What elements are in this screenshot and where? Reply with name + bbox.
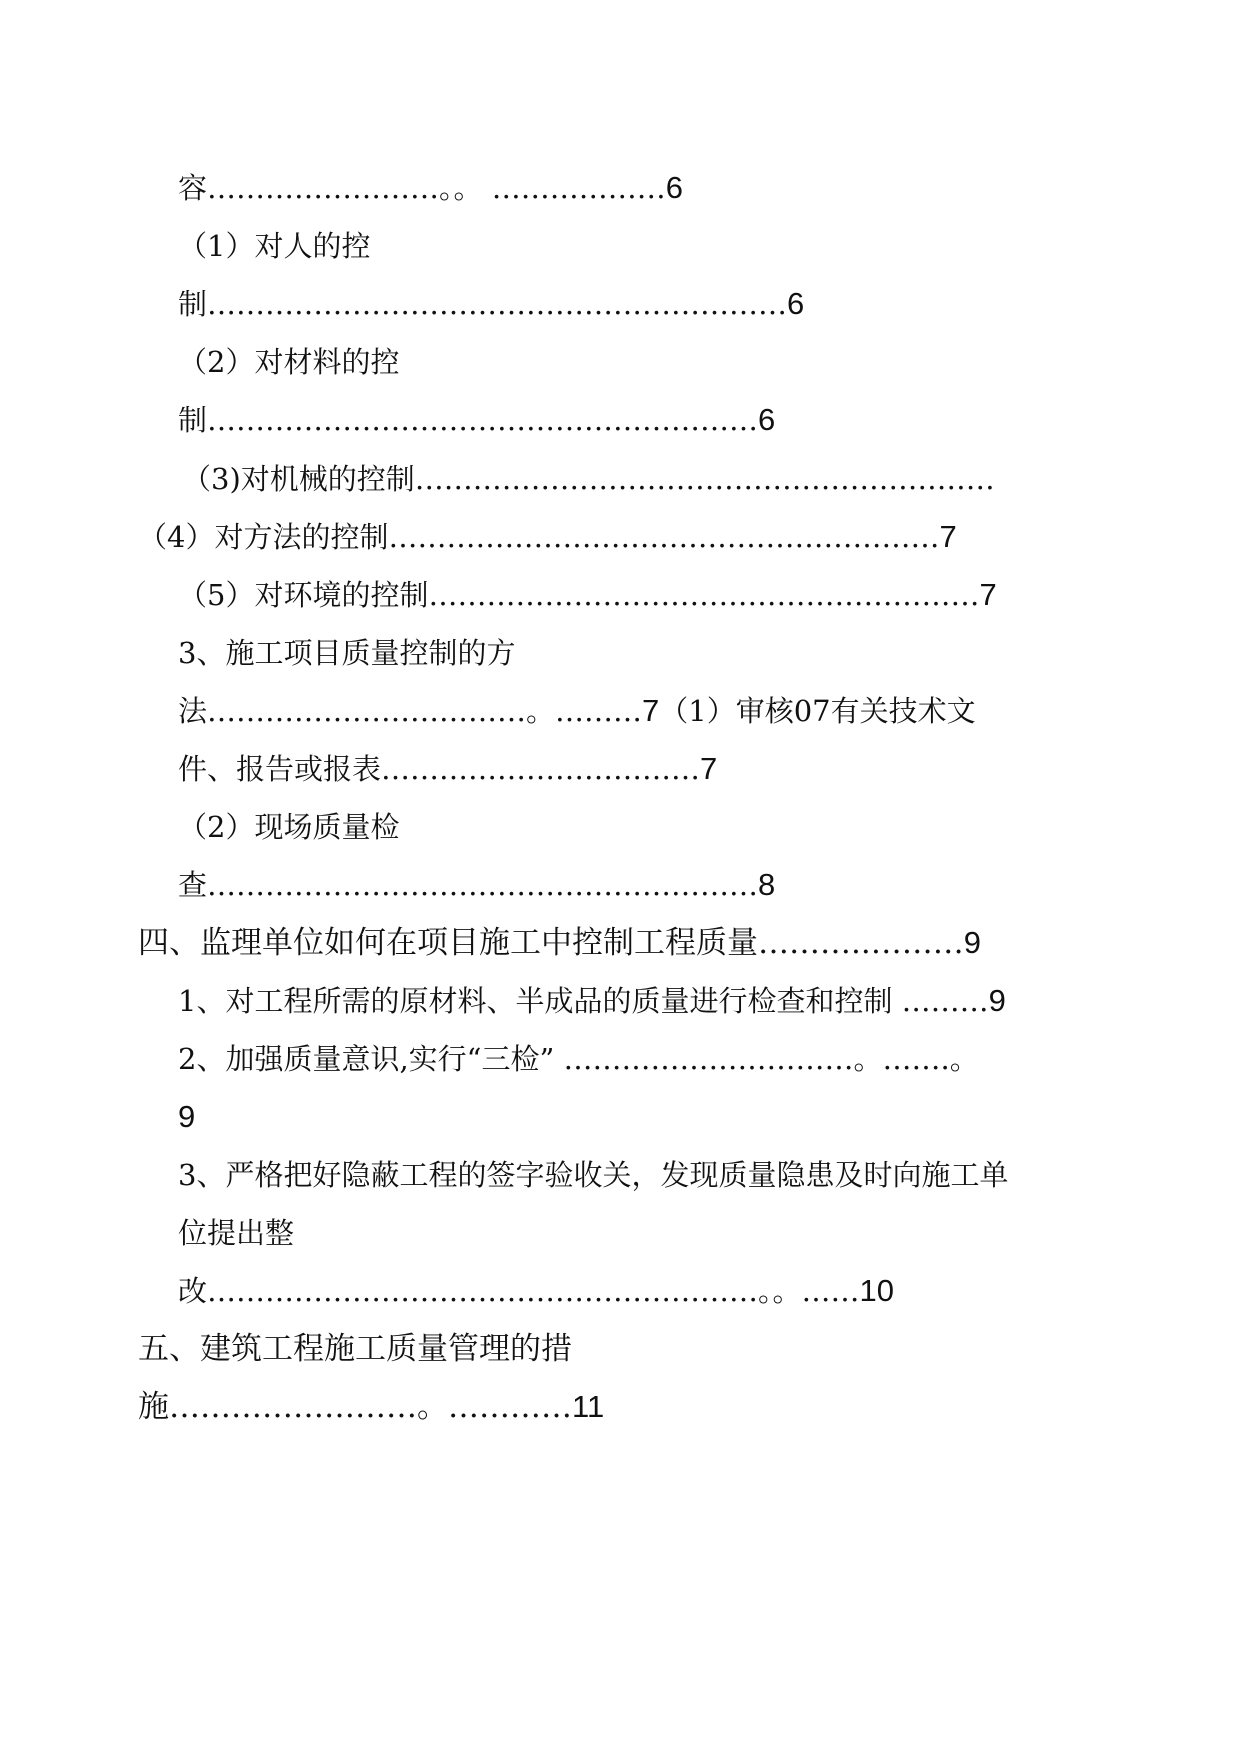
toc-text: （2）现场质量检	[178, 810, 400, 844]
toc-page-number: 7	[700, 751, 718, 786]
toc-page-number: 10	[859, 1273, 894, 1308]
toc-text: （4）对方法的控制…………………………………………………	[138, 520, 940, 554]
toc-text: 容……………………。。 ………………	[178, 171, 666, 205]
toc-text: 3、严格把好隐蔽工程的签字验收关，发现质量隐患及时向施工单	[178, 1158, 1009, 1192]
toc-page-number: 7	[642, 693, 660, 728]
toc-line	[178, 691, 976, 731]
toc-text: 制…………………………………………………	[178, 403, 759, 437]
toc-page-number: 6	[758, 402, 776, 437]
toc-text: （1）对人的控	[178, 229, 371, 263]
toc-page-number: 7	[979, 577, 997, 612]
toc-page-number: 7	[939, 519, 957, 554]
toc-section-line	[138, 1329, 572, 1369]
toc-text: （5）对环境的控制…………………………………………………	[178, 578, 980, 612]
toc-text: 四、监理单位如何在项目施工中控制工程质量………..………	[138, 925, 964, 961]
toc-line	[182, 459, 995, 499]
toc-text: （1）审核07有关技术文	[659, 694, 976, 728]
toc-line	[178, 575, 997, 615]
toc-line	[138, 517, 957, 557]
toc-line	[178, 1155, 1008, 1195]
toc-page-number: 9	[178, 1099, 196, 1134]
toc-text: 查…………………………………………………	[178, 868, 759, 902]
toc-page-number: 11	[572, 1389, 605, 1424]
toc-line	[178, 807, 399, 847]
toc-text: （3)对机械的控制……………………………………………………	[182, 462, 995, 496]
toc-line	[178, 1271, 894, 1311]
toc-page-number: 9	[963, 925, 981, 960]
toc-page-number: 8	[758, 867, 776, 902]
toc-line	[178, 981, 1006, 1021]
toc-line	[178, 226, 370, 266]
toc-line	[178, 1097, 195, 1137]
toc-line	[178, 400, 775, 440]
toc-text: 施……………………。…………	[138, 1389, 572, 1425]
toc-line	[178, 865, 775, 905]
toc-text: 位提出整	[178, 1216, 295, 1250]
toc-line	[178, 749, 717, 789]
toc-line	[178, 284, 804, 324]
toc-section-line	[138, 1387, 604, 1427]
toc-section-line	[138, 923, 981, 963]
toc-line	[178, 1213, 294, 1253]
toc-text: 3、施工项目质量控制的方	[178, 636, 516, 670]
toc-line	[178, 342, 399, 382]
toc-text: （2）对材料的控	[178, 345, 400, 379]
toc-line	[178, 633, 515, 673]
toc-text: 件、报告或报表……………………………	[178, 752, 701, 786]
toc-text: 制……………………………………………………	[178, 287, 788, 321]
toc-page-number: 9	[988, 983, 1006, 1018]
toc-text: 1、对工程所需的原材料、半成品的质量进行检查和控制 ………	[178, 984, 989, 1018]
toc-line	[178, 1039, 979, 1079]
toc-text: 改…………………………………………………。。……	[178, 1274, 860, 1308]
toc-text: 2、加强质量意识,实行“三检” …………………………。…….。	[178, 1042, 979, 1076]
toc-line	[178, 168, 683, 208]
toc-text: 法……………………………。………	[178, 694, 643, 728]
toc-page-number: 6	[665, 170, 683, 205]
toc-text: 五、建筑工程施工质量管理的措	[138, 1331, 572, 1367]
toc-page-number: 6	[787, 286, 805, 321]
